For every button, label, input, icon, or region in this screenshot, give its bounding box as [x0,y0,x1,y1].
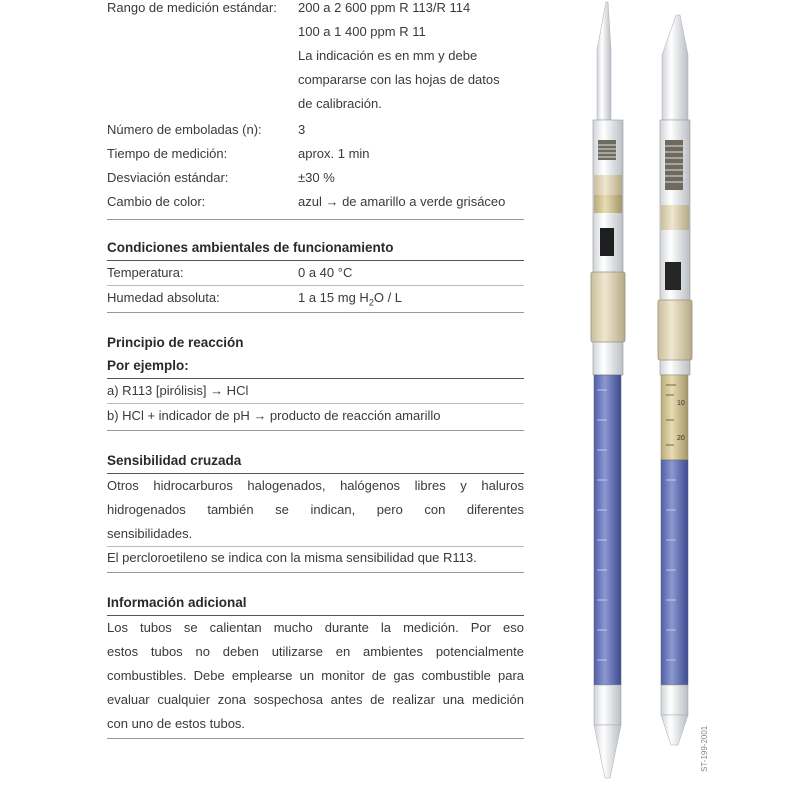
condition-row-temperature [107,261,524,285]
spec-label: Rango de medición estándar: [107,0,277,15]
divider [107,738,524,739]
detector-tubes-photo [570,0,730,800]
condition-label: Temperatura: [107,265,184,280]
info-line: estos tubos no deben utilizarse en ambientes potencialmente [107,644,524,659]
cross-sensitivity-heading: Sensibilidad cruzada [107,450,524,474]
spec-value: 3 [298,122,306,137]
info-line: con uno de estos tubos. [107,716,246,731]
tube-left [591,2,625,778]
divider [107,219,524,220]
divider [107,572,524,573]
spec-label: Número de emboladas (n): [107,122,262,137]
spec-label: Tiempo de medición: [107,146,228,161]
spec-value: 100 a 1 400 ppm R 11 [298,24,426,39]
humidity-value-subscript: 2 [368,297,374,308]
info-line: combustibles. Debe emplearse un monitor de gas combustible para [107,668,524,683]
spec-label: Desviación estándar: [107,170,229,185]
reaction-heading: Principio de reacción [107,335,244,350]
spec-label: Cambio de color: [107,194,206,209]
spec-value: La indicación es en mm y debe [298,48,478,63]
divider [107,312,524,313]
spec-value: 200 a 2 600 ppm R 113/R 114 [298,0,471,15]
info-line: Los tubos se calientan mucho durante la medición. Por eso [107,620,524,635]
condition-value [298,286,402,315]
cross-sensitivity-line: Otros hidrocarburos halogenados, halógenos libres y haluros [107,478,524,493]
tube-scale-label: 10 [677,400,685,407]
cross-sensitivity-extra: El percloroetileno se indica con la misma sensibilidad que R113. [107,550,477,565]
info-heading: Información adicional [107,592,524,616]
tube-scale-label: 20 [677,435,685,442]
spec-value: compararse con las hojas de datos [298,72,500,87]
spec-value: de calibración. [298,96,382,111]
spec-value: ±30 % [298,170,335,185]
reaction-subheading: Por ejemplo: [107,355,524,379]
photo-reference-code: ST-199-2001 [700,725,709,772]
tube-right [658,15,692,745]
conditions-heading: Condiciones ambientales de funcionamiento [107,237,524,261]
reaction-line: a) R113 [pirólisis] → HCl [107,383,249,398]
cross-sensitivity-line: sensibilidades. [107,526,193,541]
condition-value: 0 a 40 °C [298,265,353,280]
condition-row-humidity [107,286,524,310]
info-line: evaluar cualquier zona sospechosa antes de realizar una medición [107,692,524,707]
divider [107,430,524,431]
reaction-line: b) HCl + indicador de pH → producto de reacción amarillo [107,408,441,423]
spec-value: aprox. 1 min [298,146,370,161]
condition-label: Humedad absoluta: [107,290,220,305]
humidity-value-prefix: 1 a 15 mg H [298,290,369,305]
spec-value: azul → de amarillo a verde grisáceo [298,194,506,209]
cross-sensitivity-line: hidrogenados también se indican, pero con diferentes [107,502,524,517]
humidity-value-suffix: O / L [373,290,403,305]
